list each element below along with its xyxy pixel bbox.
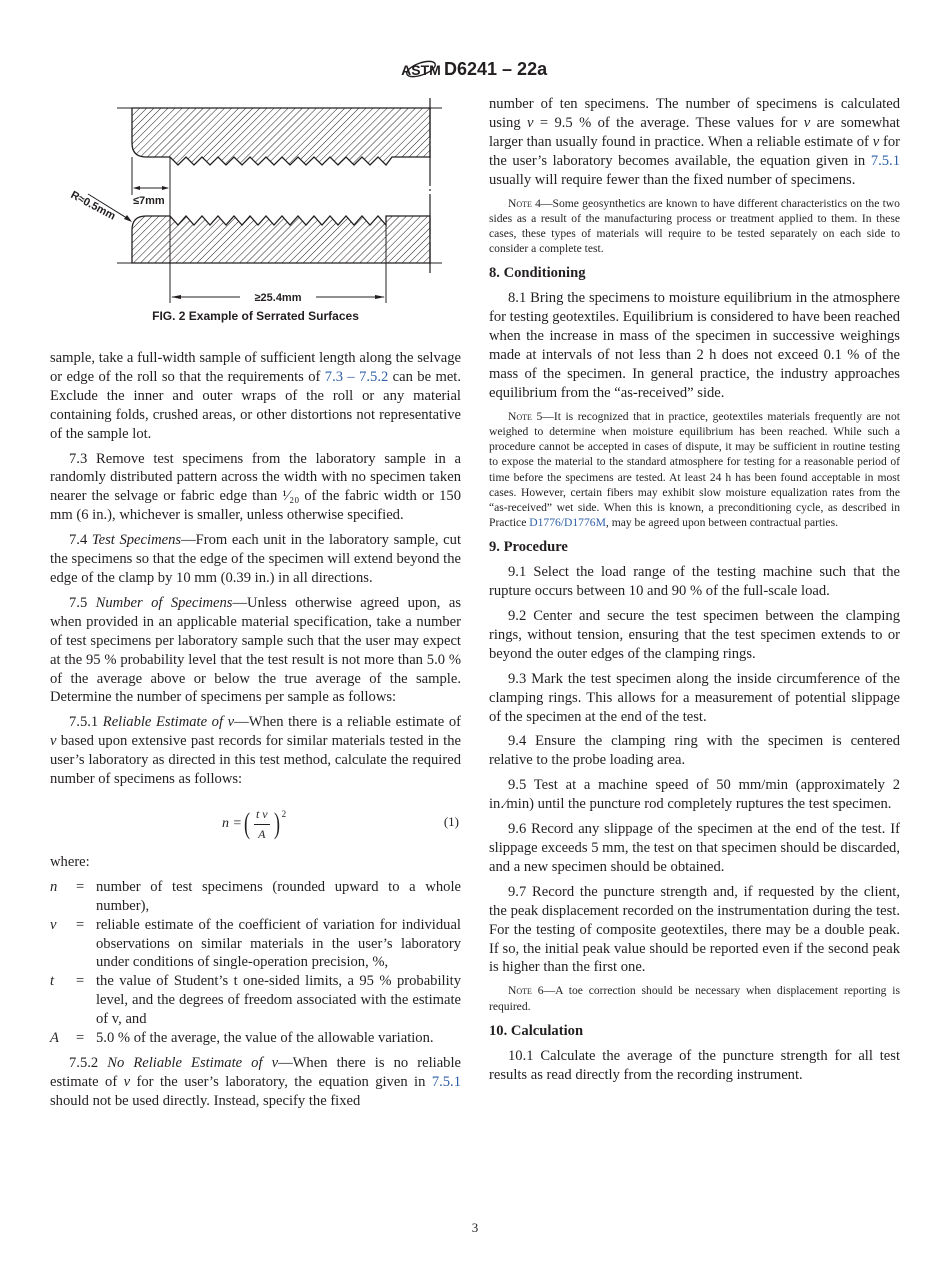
text-run: 7.5 [69, 594, 96, 611]
equation-body [222, 805, 286, 844]
paragraph [489, 776, 900, 814]
text-run: No Reliable Estimate of v [107, 1055, 279, 1071]
definition-symbol: t [50, 973, 55, 990]
text-run: 9.5 Test at a machine speed of 50 mm/min (approximately 2 in.⁄min) until the puncture rod completely ruptures the test specimen. [489, 777, 900, 813]
numerator: t v [254, 805, 270, 825]
text-run: 9.3 Mark the test specimen along the inside circumference of the clamping rings. This allows for a measurement of potential slippage of the specimen at the end of the test. [489, 670, 900, 725]
text-run: usually will require fewer than the fixed number of specimens. [489, 171, 856, 188]
paragraph [50, 1054, 461, 1111]
text-run: 9.2 Center and secure the test specimen between the clamping rings, without tension, ensuring that the test specimen extends to or beyond the outer edges of the clamping rings. [489, 608, 900, 662]
definition-equals: = [76, 973, 85, 990]
text-run: 9. Procedure [489, 539, 568, 556]
text-run: should not be used directly. Instead, specify the fixed [50, 1092, 361, 1109]
equation-lhs: n = [222, 815, 242, 831]
paragraph [50, 349, 461, 444]
text-run: 7.4 [69, 532, 92, 549]
note [489, 196, 900, 257]
text-run: 7.3 Remove test specimens from the laboratory sample in a randomly distributed pattern across the width with no specimen taken nearer the selvage or fabric edge than ¹⁄₂₀ of the fabric width or 150 mm (6 in.), whichever is smaller, unless otherwise specified. [50, 450, 461, 524]
page-number: 3 [471, 1220, 479, 1235]
left-column [50, 349, 461, 1117]
definition-text: reliable estimate of the coefficient of variation for individual observations on similar materials in the user’s laboratory under conditions of single-operation precision, %, [96, 916, 461, 971]
text-run: 9.7 Record the puncture strength and, if requested by the client, the peak displacement recorded on the instrumentation during the test. For the testing of composite geotextiles, there may be a double peak. If so, the initial peak value should be reported even if the second peak is higher than the first one. [489, 883, 900, 976]
note [489, 983, 900, 1013]
text-run: 9.1 Select the load range of the testing machine such that the rupture occurs between 10 and 90 % of the full-scale load. [489, 564, 900, 600]
figure-caption: FIG. 2 Example of Serrated Surfaces [152, 309, 359, 323]
text-run: —A toe correction should be necessary when displacement reporting is required. [489, 984, 900, 1013]
astm-logo-icon [401, 54, 441, 84]
text-run: Test Specimens [91, 532, 182, 549]
text-run: v [527, 114, 534, 131]
definition-text: the value of Student’s t one-sided limits, a 95 % probability level, and the degrees of freedom associated with the estimate of v, and [96, 973, 461, 1028]
length-dimension-label: ≥25.4mm [254, 292, 302, 304]
text-run: for the user’s laboratory, the equation given in [130, 1073, 432, 1090]
text-run: Reliable Estimate of v [102, 714, 235, 731]
paragraph [489, 95, 900, 190]
text-run: 9.6 Record any slippage of the specimen at the end of the test. If slippage exceeds 5 mm, the test on that specimen should be discarded, and a new specimen should be obtained. [489, 821, 900, 875]
definition-equals: = [76, 916, 85, 933]
paragraph [489, 563, 900, 601]
right-column [489, 95, 900, 1090]
fraction [254, 805, 270, 844]
paragraph [489, 670, 900, 727]
definition-item [50, 972, 461, 1029]
gap-dimension-label: ≤7mm [133, 195, 165, 207]
left-paren: ( [243, 806, 250, 840]
cross-reference-link[interactable]: 7.5.1 [870, 152, 900, 169]
paragraph [489, 607, 900, 664]
paragraph [50, 713, 461, 789]
text-run: Note 5 [508, 409, 543, 423]
definition-item [50, 1029, 461, 1048]
text-run: sample, take a full-width sample of sufficient length along the selvage or edge of the roll so that the requirements of [50, 350, 461, 385]
text-run: v [123, 1073, 131, 1090]
definition-text: number of test specimens (rounded upward to a whole number), [96, 878, 461, 914]
text-run: = 9.5 % of the average. These values for [533, 114, 804, 131]
definition-text: 5.0 % of the average, the value of the allowable variation. [96, 1030, 434, 1047]
definition-equals: = [76, 878, 85, 895]
definition-symbol: n [50, 878, 58, 895]
text-run: , may be agreed upon between contractual parties. [605, 516, 838, 530]
text-run: v [872, 133, 880, 150]
cross-reference-link[interactable]: 7.5.1 [431, 1073, 461, 1090]
text-run: number of ten specimens. The number of specimens is calculated using [489, 96, 900, 131]
definition-item [50, 916, 461, 973]
text-run: 8. Conditioning [489, 265, 586, 282]
definition-symbol: A [50, 1030, 59, 1047]
text-run: —Unless otherwise agreed upon, as when provided in an applicable material specification, take a number of test specimens per laboratory sample such that the user may expect at the 95 % probability level that the test result is not more than 5.0 % of the average above or below the true average of the sample. Determine the number of specimens per sample as follows: [50, 594, 461, 706]
cross-reference-link[interactable]: 7.3 – 7.5.2 [324, 368, 389, 385]
note [489, 409, 900, 531]
text-run: can be met. Exclude the inner and outer wraps of the roll or any material containing folds, crushed areas, or other distortions not representative of the sample lot. [50, 368, 461, 442]
paragraph [489, 732, 900, 770]
text-run: —When there is a reliable estimate of [234, 714, 461, 731]
radius-dimension-label: R≈0.5mm [68, 189, 118, 223]
text-run: —From each unit in the laboratory sample, cut the specimens so that the edge of the specimen will extend beyond the edge of the clamp by 10 mm (0.39 in.) in all directions. [50, 532, 461, 586]
equation-number: (1) [443, 813, 459, 829]
text-run: —It is recognized that in practice, geotextiles materials frequently are not weighed to determine when moisture equilibrium has been reached. While such a procedure cannot be accepted in cases of dispute, it may be sufficient in routine testing to expose the material to the standard atmosphere for testing for a reasonable period of time before the specimens are tested. At least 24 h has been found acceptable in most cases. However, certain fibers may exhibit slow moisture equalization rates from the “as-received” wet side. When this is known, a preconditioning cycle, as described in Practice [489, 409, 901, 530]
paragraph [50, 594, 461, 707]
section-heading [489, 538, 900, 557]
definition-equals: = [76, 1030, 85, 1047]
text-run: —When there is no reliable estimate of [50, 1055, 461, 1090]
paragraph [50, 450, 461, 526]
text-run: 7.5.1 [69, 714, 103, 731]
text-run: 10.1 Calculate the average of the puncture strength for all test results as read directly from the recording instrument. [489, 1047, 900, 1083]
equation-1 [50, 795, 461, 849]
text-run: Note 6 [508, 984, 544, 998]
page-header [401, 54, 548, 84]
definition-symbol: v [50, 916, 57, 933]
serrated-surfaces-figure [50, 90, 461, 340]
text-run: 9.4 Ensure the clamping ring with the specimen is centered relative to the probe loading area. [489, 733, 900, 769]
document-designation: D6241 – 22a [444, 58, 548, 79]
text-run: for the user’s laboratory becomes available, the equation given in [489, 133, 900, 169]
definition-item [50, 878, 461, 916]
where-label: where: [50, 853, 90, 870]
text-run: Number of Specimens [95, 594, 233, 611]
exponent: 2 [281, 808, 287, 819]
section-heading [489, 264, 900, 283]
text-run: Note 4 [508, 196, 541, 210]
variable-definitions [50, 878, 461, 1048]
text-run: v [803, 114, 811, 131]
text-run: —Some geosynthetics are known to have different characteristics on the two sides as a result of the manufacturing process or treatment applied to them. In these cases, these types of materials will require to be tested separately on each side to consider a complete test. [489, 196, 900, 256]
section-heading [489, 1022, 900, 1041]
svg-text:ASTM: ASTM [401, 62, 441, 78]
cross-reference-link[interactable]: D1776/D1776M [529, 516, 606, 530]
text-run: based upon extensive past records for similar materials tested in the user’s laboratory as directed in this test method, calculate the required number of specimens as follows: [50, 733, 461, 788]
text-run: are somewhat larger than usually found in practice. When a reliable estimate of [489, 114, 900, 150]
paragraph [489, 289, 900, 402]
paragraph [489, 820, 900, 877]
text-run: v [50, 733, 57, 750]
text-run: 8.1 Bring the specimens to moisture equilibrium in the atmosphere for testing geotextiles. Equilibrium is considered to have been reached when the increase in mass of the specimen in successive weighings made at intervals of not less than 2 h does not exceed 0.1 % of the mass of the specimen. In general practice, the industry approaches equilibrium from the “as-received” side. [489, 290, 900, 401]
text-run: 10. Calculation [489, 1022, 584, 1039]
paragraph [489, 1047, 900, 1085]
denominator: A [258, 826, 266, 841]
right-paren: ) [273, 806, 280, 840]
paragraph [489, 883, 900, 978]
text-run: 7.5.2 [69, 1055, 108, 1071]
paragraph [50, 531, 461, 588]
